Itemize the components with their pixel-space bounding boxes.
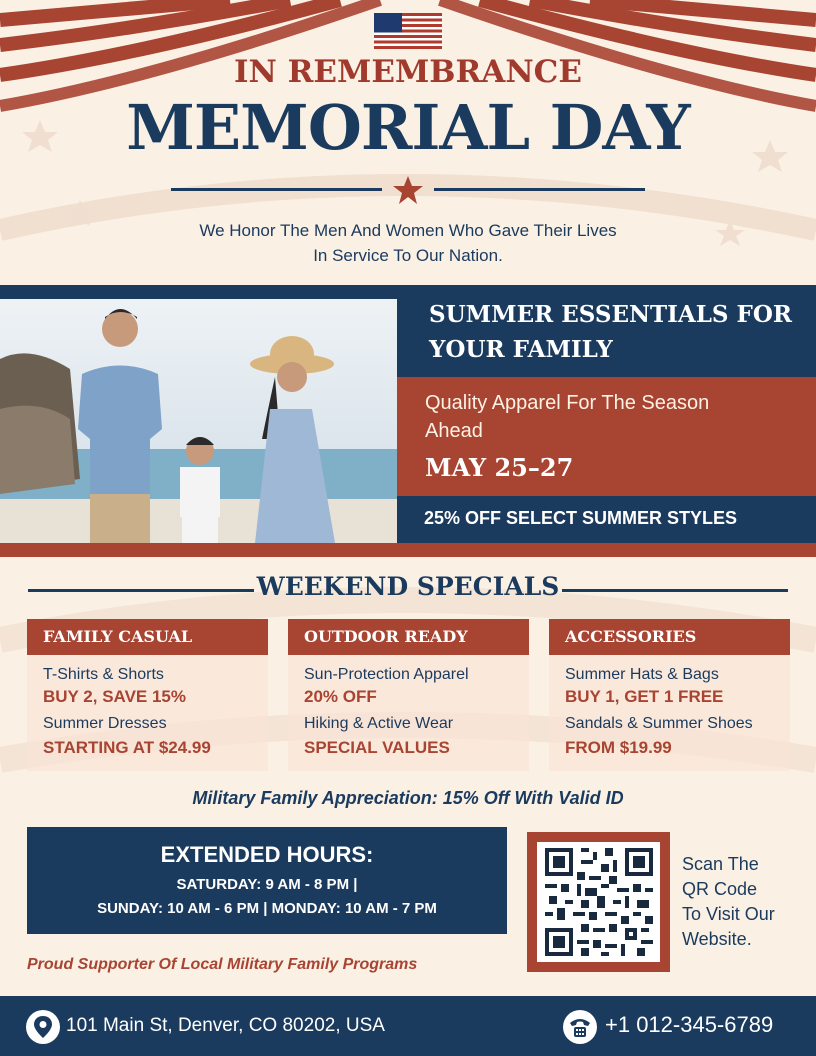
- tagline-line-2: In Service To Our Nation.: [313, 246, 503, 265]
- card-heading: FAMILY CASUAL: [27, 619, 268, 655]
- star-icon: [392, 174, 424, 206]
- hours-title: EXTENDED HOURS:: [160, 842, 374, 867]
- qr-code[interactable]: [545, 848, 653, 956]
- tagline-line-1: We Honor The Men And Women Who Gave Their Lives: [199, 221, 617, 240]
- promo-title: [429, 297, 809, 367]
- promo-dates: MAY 25–27: [425, 453, 574, 482]
- card-heading: OUTDOOR READY: [288, 619, 529, 655]
- card-deal: SPECIAL VALUES: [304, 738, 450, 757]
- promo-subtitle-line-1: Quality Apparel For The Season: [425, 392, 710, 414]
- footer-phone[interactable]: +1 012-345-6789: [605, 1012, 774, 1037]
- military-discount-note: Military Family Appreciation: 15% Off With Valid ID: [192, 788, 624, 808]
- card-deal: BUY 1, GET 1 FREE: [565, 687, 724, 706]
- promo-subtitle: [425, 389, 795, 445]
- card-deal: BUY 2, SAVE 15%: [43, 687, 186, 706]
- specials-divider-right: [562, 589, 788, 592]
- tagline: [100, 218, 716, 268]
- divider-right: [434, 188, 645, 191]
- family-beach-photo: [0, 299, 397, 543]
- card-heading: ACCESSORIES: [549, 619, 790, 655]
- special-card-accessories: [549, 619, 790, 771]
- qr-caption-line-2: QR Code: [682, 879, 758, 899]
- promo-offer: 25% OFF SELECT SUMMER STYLES: [424, 508, 738, 528]
- band-bottom: [0, 543, 816, 557]
- card-deal: STARTING AT $24.99: [43, 738, 211, 757]
- promo-subtitle-line-2: Ahead: [425, 420, 483, 442]
- card-item: Hiking & Active Wear: [304, 715, 454, 732]
- footer-address[interactable]: 101 Main St, Denver, CO 80202, USA: [66, 1015, 385, 1036]
- us-flag-icon: [374, 13, 442, 49]
- special-card-outdoor-ready: [288, 619, 529, 771]
- qr-caption-line-1: Scan The: [682, 854, 759, 874]
- card-deal: 20% OFF: [304, 687, 377, 706]
- promo-title-line-2: YOUR FAMILY: [429, 336, 613, 363]
- map-pin-icon: [25, 1009, 61, 1045]
- qr-caption: [682, 852, 802, 952]
- qr-caption-line-4: Website.: [682, 929, 752, 949]
- card-item: Sun-Protection Apparel: [304, 666, 469, 683]
- card-item: Sandals & Summer Shoes: [565, 715, 753, 732]
- specials-title: WEEKEND SPECIALS: [256, 572, 560, 601]
- card-item: Summer Hats & Bags: [565, 666, 719, 683]
- overline-heading: IN REMEMBRANCE: [234, 54, 582, 90]
- qr-caption-line-3: To Visit Our: [682, 904, 775, 924]
- special-card-family-casual: [27, 619, 268, 771]
- hours-line-2: SUNDAY: 10 AM - 6 PM | MONDAY: 10 AM - 7 PM: [97, 900, 437, 917]
- telephone-icon: [562, 1009, 598, 1045]
- card-item: T-Shirts & Shorts: [43, 666, 164, 683]
- supporter-note: Proud Supporter Of Local Military Family Programs: [27, 956, 418, 973]
- divider-left: [171, 188, 382, 191]
- promo-title-line-1: SUMMER ESSENTIALS FOR: [429, 301, 793, 328]
- hours-line-1: SATURDAY: 9 AM - 8 PM |: [176, 876, 358, 893]
- card-item: Summer Dresses: [43, 715, 167, 732]
- page-title: MEMORIAL DAY: [126, 91, 690, 164]
- card-deal: FROM $19.99: [565, 738, 672, 757]
